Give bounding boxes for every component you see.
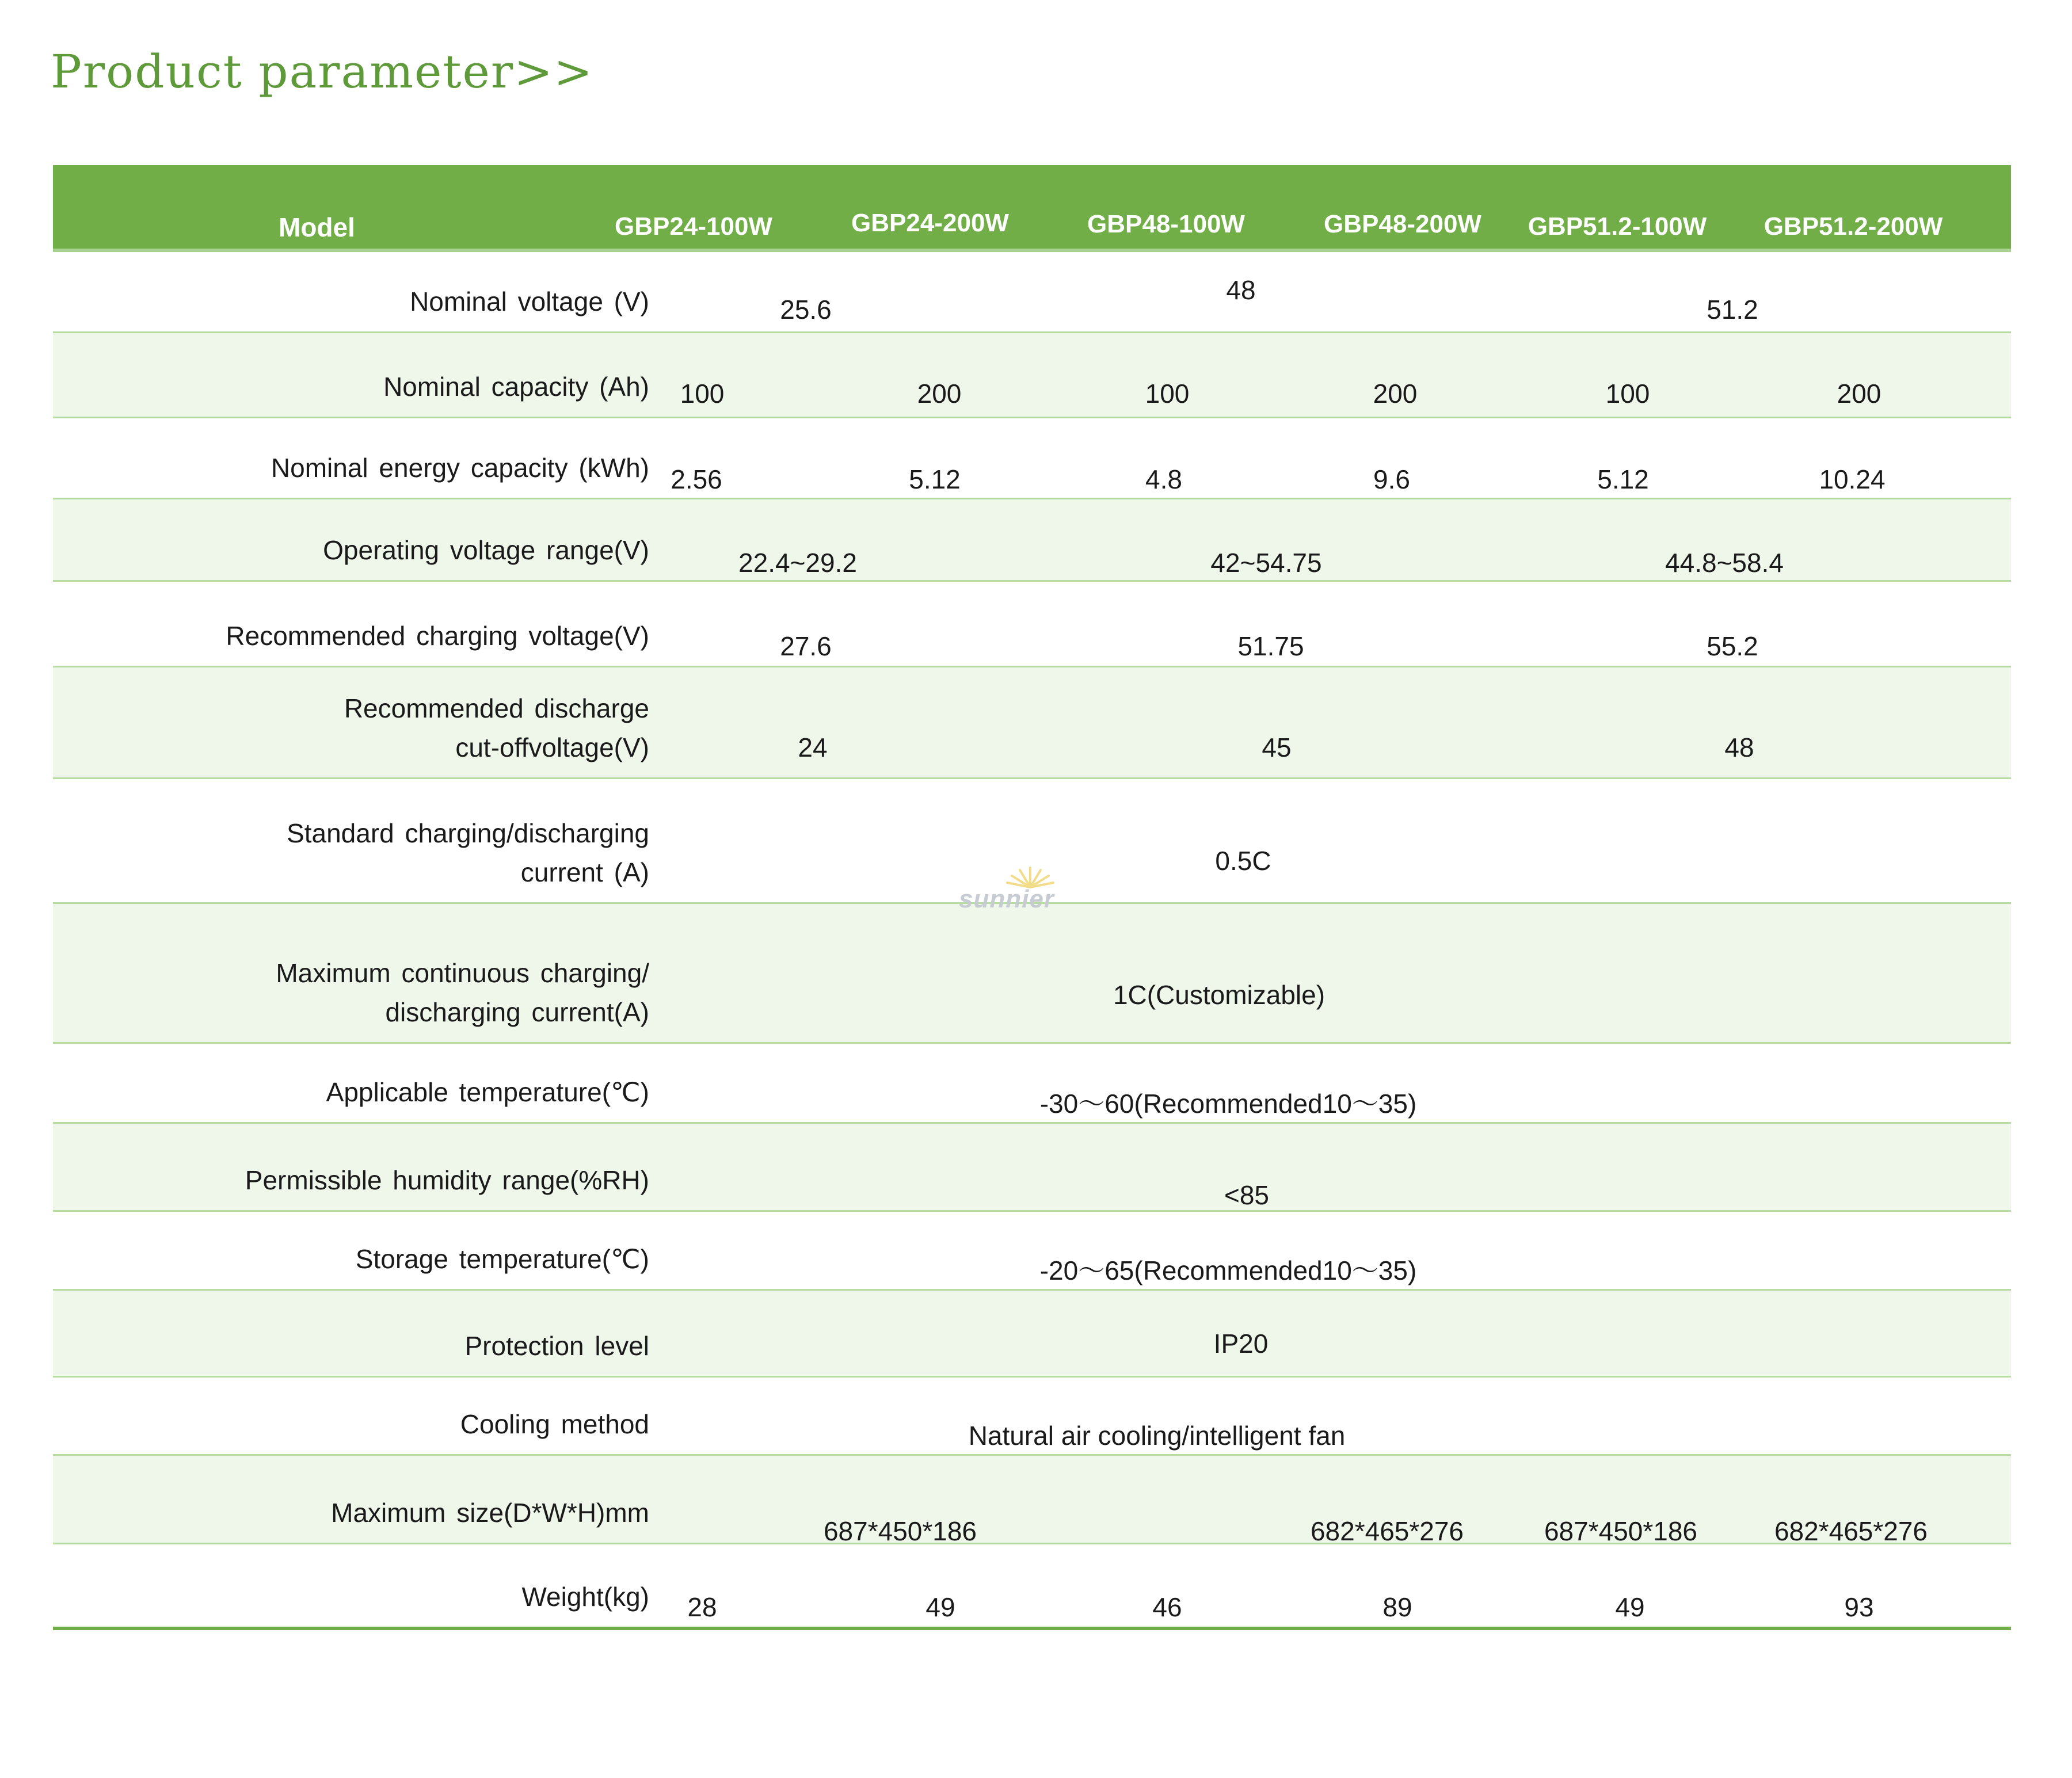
model-gbp24-200w: GBP24-200W: [851, 209, 1009, 238]
value-cell: 28: [687, 1592, 717, 1623]
value-cell: <85: [1224, 1180, 1270, 1211]
value-cell: 10.24: [1819, 464, 1886, 495]
table-row: [53, 667, 2011, 779]
table-row: [53, 1044, 2011, 1124]
value-cell: 682*465*276: [1774, 1516, 1928, 1547]
value-cell: 24: [798, 732, 828, 763]
model-gbp48-100w: GBP48-100W: [1087, 210, 1245, 239]
model-column-header: Model: [279, 212, 355, 242]
value-cell: 100: [680, 379, 725, 409]
row-label: Cooling method: [460, 1409, 649, 1439]
value-cell: 55.2: [1707, 631, 1758, 662]
row-label: Applicable temperature(℃): [326, 1077, 649, 1107]
row-label: Nominal capacity (Ah): [383, 371, 649, 402]
table-row: [53, 499, 2011, 582]
value-cell: 51.2: [1707, 295, 1758, 325]
row-label-line: Recommended discharge: [344, 693, 649, 723]
row-label: Protection level: [464, 1330, 649, 1361]
value-cell: -30～60(Recommended10～35): [1039, 1089, 1417, 1119]
value-cell: IP20: [1213, 1329, 1269, 1359]
row-label: [287, 814, 649, 892]
table-row: [53, 1544, 2011, 1630]
value-cell: 44.8~58.4: [1665, 548, 1784, 578]
row-label: [276, 953, 649, 1032]
model-gbp51-200w: GBP51.2-200W: [1764, 212, 1943, 241]
value-cell: 48: [1724, 732, 1754, 763]
value-cell: 100: [1145, 379, 1190, 409]
value-cell: 682*465*276: [1310, 1516, 1464, 1547]
value-cell: 93: [1844, 1592, 1874, 1623]
value-cell: 2.56: [671, 464, 722, 495]
value-cell: 51.75: [1237, 631, 1304, 662]
value-cell: 687*450*186: [823, 1516, 977, 1547]
model-gbp24-100w: GBP24-100W: [615, 212, 772, 241]
value-cell: 89: [1382, 1592, 1412, 1623]
row-label-line: Maximum continuous charging/: [276, 957, 649, 988]
table-row: [53, 418, 2011, 499]
model-gbp51-100w: GBP51.2-100W: [1528, 212, 1707, 241]
row-label: Recommended charging voltage(V): [226, 620, 649, 651]
row-label-line: discharging current(A): [385, 997, 649, 1027]
value-cell: 4.8: [1145, 464, 1182, 495]
table-row: [53, 1124, 2011, 1212]
value-cell: 48: [1226, 275, 1256, 306]
table-row: [53, 1291, 2011, 1378]
value-cell: 9.6: [1373, 464, 1410, 495]
value-cell: Natural air cooling/intelligent fan: [968, 1421, 1346, 1451]
table-row: [53, 1212, 2011, 1291]
watermark-text: sunnier: [959, 885, 1054, 913]
value-cell: 25.6: [780, 295, 832, 325]
value-cell: 49: [925, 1592, 955, 1623]
table-row: [53, 582, 2011, 667]
page-title: Product parameter>>: [51, 45, 594, 98]
row-label: Storage temperature(℃): [355, 1243, 649, 1274]
sunnier-watermark: [955, 862, 1105, 919]
value-cell: 5.12: [1597, 464, 1649, 495]
value-cell: 49: [1615, 1592, 1645, 1623]
value-cell: 46: [1152, 1592, 1182, 1623]
table-header: [53, 165, 2011, 252]
value-cell: 200: [1837, 379, 1881, 409]
value-cell: 27.6: [780, 631, 832, 662]
row-label-line: current (A): [520, 857, 649, 887]
row-label: Maximum size(D*W*H)mm: [331, 1497, 649, 1528]
value-cell: 1C(Customizable): [1113, 980, 1326, 1010]
row-label: Permissible humidity range(%RH): [245, 1165, 649, 1195]
row-label: Operating voltage range(V): [323, 535, 649, 565]
value-cell: 42~54.75: [1210, 548, 1322, 578]
table-row: [53, 904, 2011, 1044]
row-label-line: cut-offvoltage(V): [455, 732, 649, 762]
table-row: [53, 1378, 2011, 1456]
value-cell: 5.12: [909, 464, 961, 495]
value-cell: 687*450*186: [1544, 1516, 1698, 1547]
table-row: [53, 333, 2011, 418]
table-row: [53, 1456, 2011, 1547]
row-label: [344, 689, 649, 767]
value-cell: -20～65(Recommended10～35): [1039, 1256, 1417, 1286]
row-label: Nominal voltage (V): [410, 286, 649, 316]
value-cell: 100: [1605, 379, 1650, 409]
model-gbp48-200w: GBP48-200W: [1324, 210, 1481, 239]
row-label: Weight(kg): [521, 1581, 649, 1612]
value-cell: 200: [917, 379, 962, 409]
value-cell: 45: [1262, 732, 1292, 763]
row-label: Nominal energy capacity (kWh): [271, 452, 649, 483]
table-row: [53, 252, 2011, 333]
value-cell: 22.4~29.2: [738, 548, 857, 578]
value-cell: 0.5C: [1215, 846, 1271, 876]
value-cell: 200: [1373, 379, 1418, 409]
row-label-line: Standard charging/discharging: [287, 818, 649, 848]
